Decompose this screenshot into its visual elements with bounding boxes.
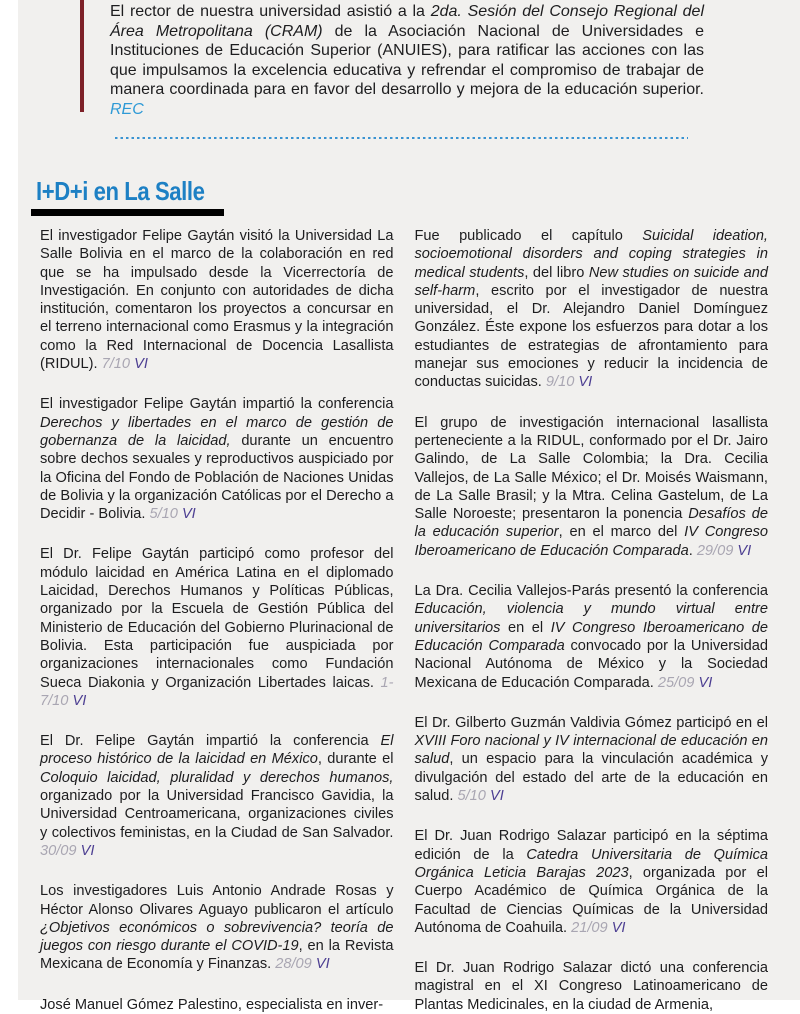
source-tag-rec: REC <box>110 100 144 118</box>
title-italic-text: Suicidal ideation, socioemotional disorders and coping strategies in medical students <box>414 228 768 281</box>
news-paragraph <box>40 227 394 373</box>
source-tag-vi: VI <box>80 842 95 859</box>
title-italic-text: IV Congreso Iberoamericano de Educación Comparada <box>414 619 768 654</box>
paragraph-text: . <box>688 542 697 559</box>
news-paragraph <box>415 827 769 937</box>
source-tag-vi: VI <box>489 788 504 805</box>
date-stamp: 29/09 <box>696 542 734 559</box>
news-paragraph <box>40 395 394 523</box>
paragraph-text: organizado por la Universidad Francisco Gavidia, la Universidad Centroamericana, organizaciones civiles y colectivos feministas, en la Ciudad de San Salvador. <box>40 788 394 841</box>
news-paragraph <box>415 714 769 805</box>
paragraph-text: Fue publicado el capítulo <box>414 228 643 244</box>
title-italic-text: Desafíos de la educación superior <box>414 506 768 541</box>
source-tag-vi: VI <box>698 674 713 691</box>
paragraph-text: en el <box>500 619 551 636</box>
paragraph-text: El investigador Felipe Gaytán visitó la Universidad La Salle Bolivia en el marco de la colaboración en red que se ha impulsado desde la Vicerrectoría de Investigación. En conjunto con autoridades de dicha institución, comentaron los proyectos a concursar en el terreno internacional como Erasmus y la integración como la Red Internacional de Docencia Lasallista (RIDUL). <box>40 228 394 373</box>
right-column <box>414 227 769 1013</box>
date-stamp: 28/09 <box>275 956 312 973</box>
title-italic-text: XVIII Foro nacional y IV internacional de educación en salud <box>414 733 768 768</box>
title-italic-text: Coloquio laicidad, pluralidad y derechos humanos, <box>40 769 394 786</box>
paragraph-text: , durante el <box>317 751 394 768</box>
paragraph-text: José Manuel Gómez Palestino, especialista en inver- <box>40 996 384 1013</box>
source-tag-vi: VI <box>134 356 148 373</box>
dashed-divider-line <box>115 137 688 139</box>
source-tag-vi: VI <box>315 956 330 973</box>
title-italic-text: Catedra Universitaria de Química Orgánica Leticia Barajas 2023 <box>414 846 768 881</box>
news-paragraph <box>40 732 394 860</box>
left-column <box>40 227 394 1013</box>
paragraph-text: , en el marco del <box>558 524 685 541</box>
paragraph-text: El Dr. Gilberto Guzmán Valdivia Gómez participó en el <box>414 714 768 731</box>
news-paragraph <box>415 227 769 392</box>
title-italic-text: New studies on suicide and self-harm <box>414 264 768 299</box>
date-stamp: 25/09 <box>657 674 695 691</box>
paragraph-text: El Dr. Juan Rodrigo Salazar dictó una conferencia magistral en el XI Congreso Latinoamericano de Plantas Medicinales, en la ciudad de Armenia, <box>414 960 768 1013</box>
paragraph-text: Los investigadores Luis Antonio Andrade Rosas y Héctor Alonso Olivares Aguayo publicaron el artículo <box>40 883 394 918</box>
title-italic-text: 2da. Sesión del Consejo Regional del Área Metropolitana (CRAM) <box>110 3 704 40</box>
title-italic-text: El proceso histórico de la laicidad en México <box>40 733 394 768</box>
intro-paragraph <box>110 2 704 120</box>
source-tag-vi: VI <box>72 692 87 709</box>
date-stamp: 5/10 <box>149 506 178 523</box>
paragraph-text: El grupo de investigación internacional lasallista perteneciente a la RIDUL, conformado por el Dr. Jairo Galindo, de La Salle Colombia; la Dra. Cecilia Vallejos, de La Salle México; el Dr. Moisés Waismann, de La Salle Brasil; y la Mtra. Celina Gastelum, de La Salle Noroeste; presentaron la ponencia <box>414 414 768 523</box>
news-columns <box>40 227 768 1013</box>
source-tag-vi: VI <box>578 374 593 391</box>
paragraph-text: , del libro <box>524 264 589 281</box>
source-tag-vi: VI <box>181 506 196 523</box>
paragraph-text: de la Asociación Nacional de Universidades e Instituciones de Educación Superior (ANUIES), para ratificar las acciones con las que impulsamos la excelencia educativa y refrendar el compromiso de trabajar de manera coordinada para en favor del desarrollo y mejora de la educación superior. <box>110 22 704 99</box>
date-stamp: 30/09 <box>40 842 77 859</box>
title-italic-text: Educación, violencia y mundo virtual entre universitarios <box>414 601 768 636</box>
title-italic-text: IV Congreso Iberoamericano de Educación Comparada <box>414 524 768 559</box>
paragraph-text: La Dra. Cecilia Vallejos-Parás presentó la conferencia <box>414 583 768 600</box>
date-stamp: 9/10 <box>545 374 575 391</box>
news-paragraph <box>415 582 769 692</box>
news-paragraph <box>40 996 394 1014</box>
paragraph-text: , organizada por el Cuerpo Académico de Química Orgánica de la Facultad de Ciencias Químicas de la Universidad Autónoma de Coahuila. <box>414 864 768 936</box>
news-paragraph <box>415 414 769 560</box>
paragraph-text: El Dr. Juan Rodrigo Salazar participó en la séptima edición de la <box>414 828 768 863</box>
paragraph-text: El Dr. Felipe Gaytán participó como profesor del módulo laicidad en América Latina en el diplomado Laicidad, Derechos Humanos y Políticas Públicas, organizado por la Escuela de Gestión Pública del Ministerio de Educación del Gobierno Plurinacional de Bolivia. Esta participación fue auspiciada por organizaciones internacionales como Fundación Sueca Diakonia y Organización Libertades laicas. <box>40 546 394 691</box>
document-page <box>18 0 800 1013</box>
section-title: I+D+i en La Salle <box>36 176 205 206</box>
title-italic-text: ¿Objetivos económicos o sobrevivencia? teoría de juegos con riesgo durante el COVID-19 <box>40 919 394 955</box>
date-stamp: 21/09 <box>571 919 608 936</box>
news-paragraph <box>40 882 394 973</box>
date-stamp: 7/10 <box>101 356 131 373</box>
news-paragraph <box>415 959 769 1014</box>
red-accent-bar <box>80 0 84 112</box>
paragraph-text: El investigador Felipe Gaytán impartió la conferencia <box>40 396 394 413</box>
paragraph-text: , un espacio para la vinculación académica y divulgación del estado del arte de la educación en salud. <box>414 751 768 805</box>
source-tag-vi: VI <box>611 919 626 936</box>
paragraph-text: durante un encuentro sobre dechos sexuales y reproductivos auspiciado por la Oficina del Fondo de Población de Naciones Unidas de Bolivia y la organización Católicas por el Derecho a Decidir - Bolivia. <box>40 432 394 523</box>
source-tag-vi: VI <box>737 542 752 559</box>
paragraph-text: , en la Revista Mexicana de Economía y Finanzas. <box>40 938 394 973</box>
section-title-underline <box>31 209 224 216</box>
paragraph-text: , escrito por el investigador de nuestra universidad, el Dr. Alejandro Daniel Domínguez González. Éste expone los esfuerzos para dotar a los estudiantes de estrategias de afrontamiento para manejar sus emociones y reducir la incidencia de conductas suicidas. <box>414 282 768 391</box>
title-italic-text: Derechos y libertades en el marco de gestión de gobernanza de la laicidad, <box>40 414 394 449</box>
paragraph-text: El rector de nuestra universidad asistió a la <box>110 3 431 20</box>
paragraph-text: El Dr. Felipe Gaytán impartió la conferencia <box>40 733 381 750</box>
news-paragraph <box>40 545 394 710</box>
paragraph-text: convocado por la Universidad Nacional Autónoma de México y la Sociedad Mexicana de Educación Comparada. <box>414 637 768 691</box>
date-stamp: 5/10 <box>457 788 486 805</box>
date-stamp: 1- 7/10 <box>40 674 394 709</box>
